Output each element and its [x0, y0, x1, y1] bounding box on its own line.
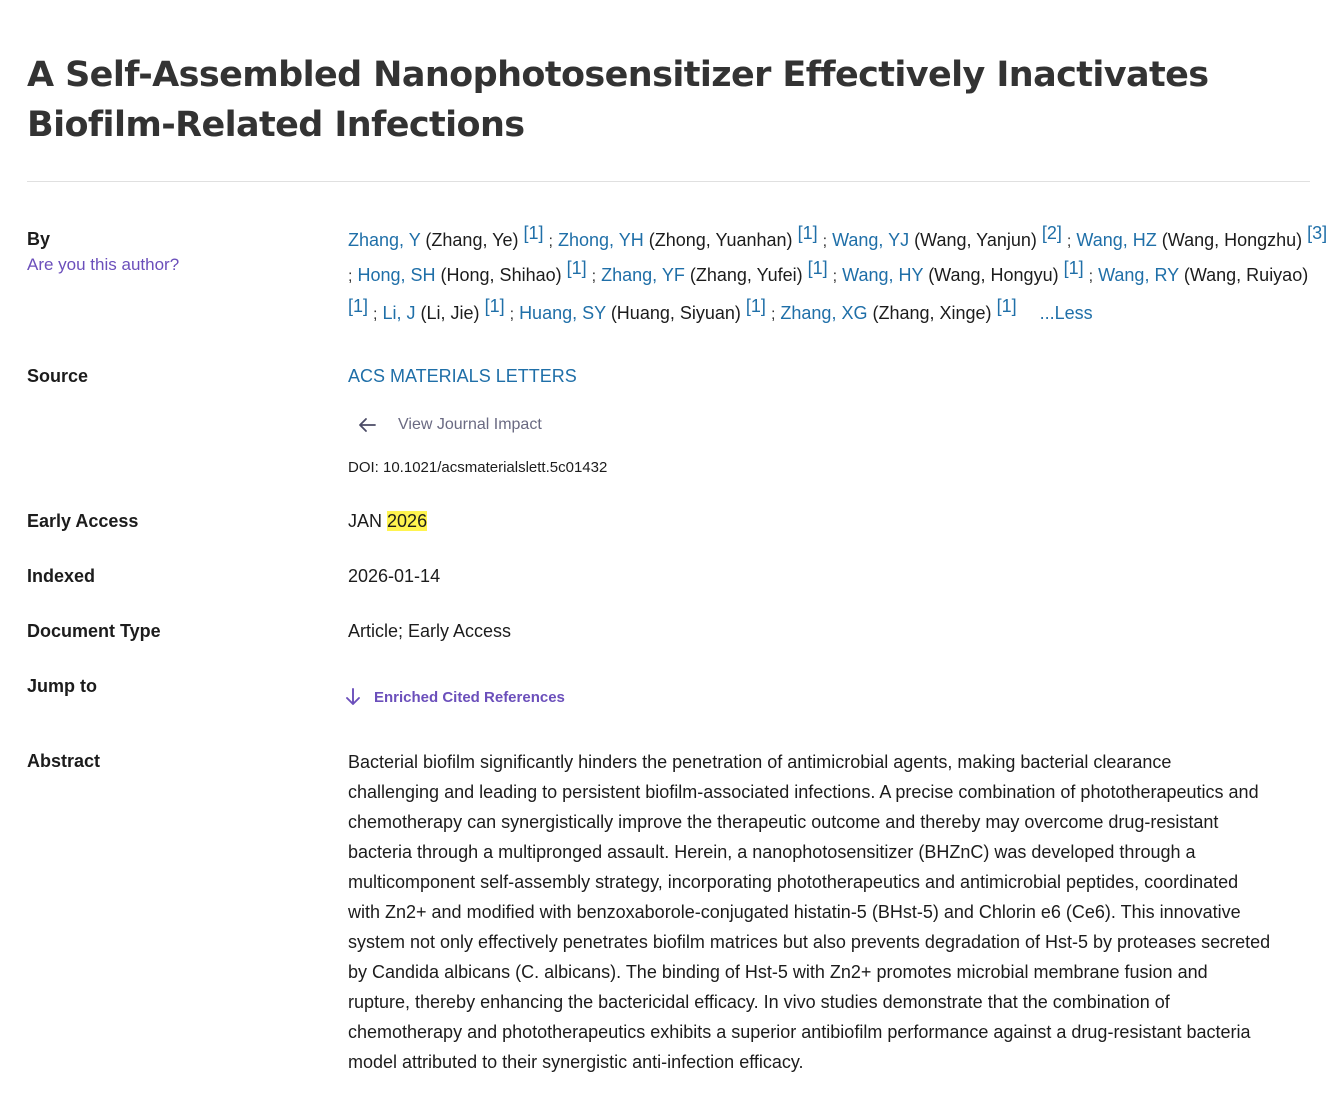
- author-full-name: (Huang, Siyuan): [610, 303, 741, 323]
- author-link[interactable]: Zhong, YH: [558, 230, 644, 250]
- author-list: [348, 223, 1327, 331]
- abstract-line: multicomponent self-assembly strategy, incorporating phototherapeutics and antimicrobial peptides, coordinated: [348, 872, 1239, 892]
- author-separator: ;: [822, 233, 828, 250]
- view-journal-impact-button[interactable]: [358, 416, 542, 434]
- author-full-name: (Zhang, Yufei): [689, 265, 803, 285]
- affiliation-ref[interactable]: [1]: [523, 223, 544, 243]
- author-line: [348, 296, 1313, 331]
- abstract-line: system not only effectively penetrates biofilm matrices but also prevents degradation of Hst-5 by proteases secreted: [348, 932, 1271, 952]
- by-label: By: [27, 229, 51, 249]
- are-you-this-author-link[interactable]: Are you this author?: [27, 255, 180, 274]
- abstract-line: with Zn2+ and modified with benzoxaborole-conjugated histatin-5 (BHst-5) and Chlorin e6 (Ce6). This innovative: [348, 902, 1241, 922]
- source-journal-link[interactable]: ACS MATERIALS LETTERS: [348, 366, 577, 386]
- author-link[interactable]: Zhang, YF: [601, 265, 685, 285]
- author-separator: ;: [509, 306, 515, 323]
- abstract-line: chemotherapy can synergistically improve the therapeutic outcome and thereby may overcome drug-resistant: [348, 812, 1219, 832]
- affiliation-ref[interactable]: [1]: [807, 258, 828, 278]
- author-link[interactable]: Huang, SY: [519, 303, 606, 323]
- author-line: [348, 258, 1313, 293]
- affiliation-ref[interactable]: [2]: [1041, 223, 1062, 243]
- abstract-line: rupture, thereby enhancing the bactericidal efficacy. In vivo studies demonstrate that the combination of: [348, 992, 1170, 1012]
- author-link[interactable]: Wang, RY: [1098, 265, 1179, 285]
- author-link[interactable]: Wang, HY: [842, 265, 924, 285]
- author-separator: ;: [348, 268, 353, 285]
- title-divider: [27, 181, 1310, 182]
- arrow-down-icon: [345, 688, 361, 706]
- abstract-line: model attributed to their synergistic anti-infection efficacy.: [348, 1052, 804, 1072]
- view-journal-impact-label: View Journal Impact: [398, 416, 542, 433]
- indexed-value: 2026-01-14: [348, 566, 441, 586]
- author-separator: ;: [373, 306, 378, 323]
- abstract-text: [348, 747, 1316, 1077]
- document-type-value: Article; Early Access: [348, 621, 512, 641]
- abstract-line: Bacterial biofilm significantly hinders the penetration of antimicrobial agents, making bacterial clearance: [348, 752, 1172, 772]
- author-separator: ;: [832, 268, 838, 285]
- abstract-line: challenging and leading to persistent biofilm-associated infections. A precise combination of phototherapeutics and: [348, 782, 1259, 802]
- enriched-cited-references-link[interactable]: [345, 688, 565, 706]
- abstract-line: bacteria through a multipronged assault. Herein, a nanophotosensitizer (BHZnC) was developed through a: [348, 842, 1196, 862]
- author-full-name: (Wang, Hongzhu): [1161, 230, 1303, 250]
- early-access-value: [348, 511, 427, 532]
- early-access-year-highlight: 2026: [387, 511, 428, 531]
- jump-to-label: Jump to: [27, 676, 97, 696]
- author-full-name: (Wang, Hongyu): [928, 265, 1059, 285]
- document-type-label: Document Type: [27, 621, 161, 641]
- author-link[interactable]: Zhang, Y: [348, 230, 421, 250]
- author-separator: ;: [1088, 268, 1094, 285]
- author-full-name: (Li, Jie): [420, 303, 480, 323]
- author-full-name: (Wang, Yanjun): [914, 230, 1037, 250]
- early-access-month: JAN: [348, 511, 383, 531]
- affiliation-ref[interactable]: [1]: [797, 223, 818, 243]
- affiliation-ref[interactable]: [3]: [1307, 223, 1327, 243]
- early-access-label: Early Access: [27, 511, 139, 531]
- page-title: A Self-Assembled Nanophotosensitizer Effectively Inactivates Biofilm-Related Infections: [27, 55, 1209, 145]
- show-less-authors-link[interactable]: ...Less: [1039, 303, 1093, 323]
- author-link[interactable]: Hong, SH: [357, 265, 436, 285]
- doi-text: DOI: 10.1021/acsmaterialslett.5c01432: [348, 459, 608, 476]
- affiliation-ref[interactable]: [1]: [745, 296, 766, 316]
- source-label: Source: [27, 366, 89, 386]
- author-link[interactable]: Zhang, XG: [780, 303, 868, 323]
- author-link[interactable]: Wang, HZ: [1076, 230, 1157, 250]
- author-full-name: (Hong, Shihao): [440, 265, 562, 285]
- abstract-label: Abstract: [27, 751, 101, 771]
- author-separator: ;: [770, 306, 776, 323]
- author-separator: ;: [548, 233, 553, 250]
- author-full-name: (Zhang, Ye): [425, 230, 519, 250]
- affiliation-ref[interactable]: [1]: [1063, 258, 1084, 278]
- enriched-cited-references-label: Enriched Cited References: [374, 688, 565, 706]
- affiliation-ref[interactable]: [1]: [484, 296, 505, 316]
- author-full-name: (Zhong, Yuanhan): [648, 230, 793, 250]
- indexed-label: Indexed: [27, 566, 96, 586]
- author-full-name: (Zhang, Xinge): [872, 303, 992, 323]
- author-full-name: (Wang, Ruiyao): [1183, 265, 1309, 285]
- author-link[interactable]: Wang, YJ: [832, 230, 910, 250]
- arrow-left-icon: [358, 417, 376, 433]
- affiliation-ref[interactable]: [1]: [996, 296, 1017, 316]
- author-line: [348, 223, 1327, 258]
- affiliation-ref[interactable]: [1]: [348, 296, 369, 316]
- author-separator: ;: [591, 268, 597, 285]
- abstract-line: chemotherapy and phototherapeutics exhibits a superior antibiofilm performance against a drug-resistant bacteria: [348, 1022, 1251, 1042]
- author-link[interactable]: Li, J: [382, 303, 416, 323]
- author-separator: ;: [1066, 233, 1072, 250]
- affiliation-ref[interactable]: [1]: [566, 258, 587, 278]
- abstract-line: by Candida albicans (C. albicans). The binding of Hst-5 with Zn2+ promotes microbial membrane fusion and: [348, 962, 1208, 982]
